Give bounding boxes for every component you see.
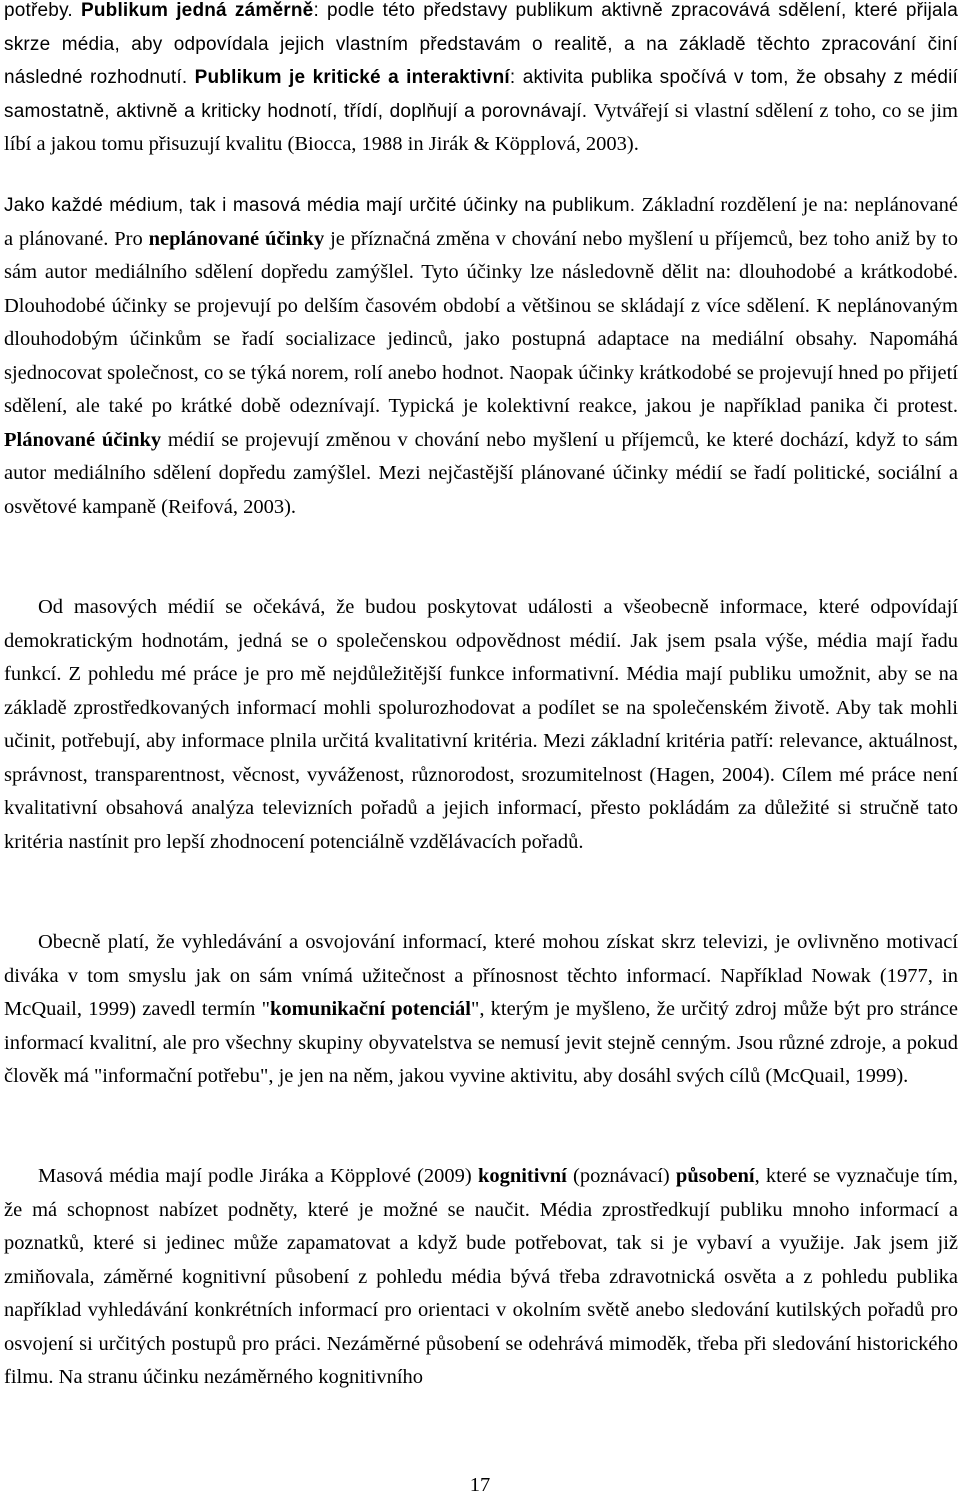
text-run: médií se projevují změnou v chování nebo myšlení u příjemců, ke které dochází, když to sám autor mediálního sdělení dopředu zamýšlel. Mezi nejčastější plánované účinky médií se řadí politické, sociální a osvětové kampaně (Reifová, 2003). xyxy=(4,428,958,518)
text-run: : podle této představy publikum aktivně zpracovává sdělení, které přijala skrze média, aby odpovídala jejich vlastním představám o realitě, a na základě těchto zpracování činí následné rozhodnutí. xyxy=(4,0,958,88)
text-run: Masová média mají podle Jiráka a Köpplové (2009) xyxy=(38,1165,478,1187)
bold-term-unplanned-effects: neplánované účinky xyxy=(148,227,325,250)
text-run: Základní rozdělení je na: neplánované a plánované. xyxy=(4,194,958,250)
bold-term-cognitive: kognitivní xyxy=(477,1165,567,1187)
text-run: (poznávací) xyxy=(566,1165,676,1187)
text-run: : aktivita publika spočívá v tom, že obsahy z médií samostatně, aktivně a kriticky hodnotí, třídí, doplňují a porovnávají. xyxy=(4,67,958,122)
bold-term-critical-audience: Publikum je kritické a interaktivní xyxy=(194,67,510,88)
bold-term-planned-effects: Plánované účinky xyxy=(4,428,162,451)
paragraph-audience-activity xyxy=(4,0,958,162)
paragraph-information-quality xyxy=(4,591,958,859)
text-run: Od masových médií se očekává, že budou poskytovat události a všeobecně informace, které odpovídají demokratickým hodnotám, jedná se o společenskou odpovědnost médií. Jak jsem psala výše, média mají řadu funkcí. Z pohledu mé práce je pro mě nejdůležitější funkce informativní. Média mají publiku umožnit, aby se na základě zprostředkovaných informací mohli spolurozhodovat a podílet se na společenském životě. Aby tak mohli učinit, potřebují, aby informace plnila určitá kvalitativní kritéria. Mezi základní kritéria patří: relevance, aktuálnost, správnost, transparentnost, věcnost, vyváženost, různorodost, srozumitelnost (Hagen, 2004). Cílem mé práce není kvalitativní obsahová analýza televizních pořadů a jejich informací, přesto pokládám za důležité si stručně tato kritéria nastínit pro lepší zhodnocení potenciálně vzdělávacích pořadů. xyxy=(4,596,958,853)
text-run: potřeby. xyxy=(4,0,81,21)
paragraph-communication-potential xyxy=(4,926,958,1094)
text-run: Vytvářejí si vlastní sdělení z toho, co se jim líbí a jakou tomu přisuzují kvalitu (Biocca, 1988 in Jirák & Köpplová, 2003). xyxy=(4,99,958,155)
text-run: Pro xyxy=(114,227,149,250)
bold-term-communication-potential: komunikační potenciál xyxy=(269,998,471,1020)
bold-term-effect: působení xyxy=(675,1165,755,1187)
text-run: je příznačná změna v chování nebo myšlení u příjemců, bez toho aniž by to sám autor mediálního sdělení dopředu zamýšlel. Tyto účinky lze následovně dělit na: dlouhodobé a krátkodobé. Dlouhodobé účinky se projevují po delším časovém období a většinou se skládají z více sdělení. K neplánovaným dlouhodobým účinkům se řadí socializace jedinců, jako postupná adaptace na mediální obsahy. Napomáhá sjednocovat společnost, co se týká norem, rolí anebo hodnot. Naopak účinky krátkodobé se projevují hned po přijetí sdělení, ale také po krátké době odeznívají. Typická je kolektivní reakce, jakou je například panika či protest. xyxy=(4,227,959,417)
text-run: , které se vyznačuje tím, že má schopnost nabízet podněty, které je možné se naučit. Média zprostředkují publiku mnoho informací a poznatků, které si jedinec může zapamatovat a když bude potřebovat, tak si je vybaví a využije. Jak jsem již zmiňovala, záměrné kognitivní působení z pohledu média bývá třeba zdravotnická osvěta a z pohledu publika například vyhledávání konkrétních informací pro orientaci v okolním světě anebo sledování kutilských pořadů pro osvojení si určitých postupů pro práci. Nezáměrné působení se odehrává mimoděk, třeba při sledování historického filmu. Na stranu účinku nezáměrného kognitivního xyxy=(4,1165,958,1388)
paragraph-cognitive-effect xyxy=(4,1160,958,1395)
page-number: 17 xyxy=(469,1474,491,1496)
paragraph-media-effects xyxy=(4,189,958,524)
bold-term-intentional-audience: Publikum jedná záměrně xyxy=(80,0,314,21)
text-run: ", kterým je myšleno, že určitý zdroj může být pro stránce informací kvalitní, ale pro všechny skupiny obyvatelstva se nemusí jevit stejně cenným. Jsou různé zdroje, a pokud člověk má "informační potřebu", je jen na něm, jakou vyvine aktivitu, aby dosáhl svých cílů (McQuail, 1999). xyxy=(4,998,958,1087)
text-run: Obecně platí, že vyhledávání a osvojování informací, které mohou získat skrz televizi, je ovlivněno motivací diváka v tom smyslu jak on sám vnímá užitečnost a přínosnost těchto informací. Například Nowak (1977, in McQuail, 1999) zavedl termín " xyxy=(4,931,958,1020)
text-run: Jako každé médium, tak i masová média mají určité účinky na publikum. xyxy=(4,195,642,216)
